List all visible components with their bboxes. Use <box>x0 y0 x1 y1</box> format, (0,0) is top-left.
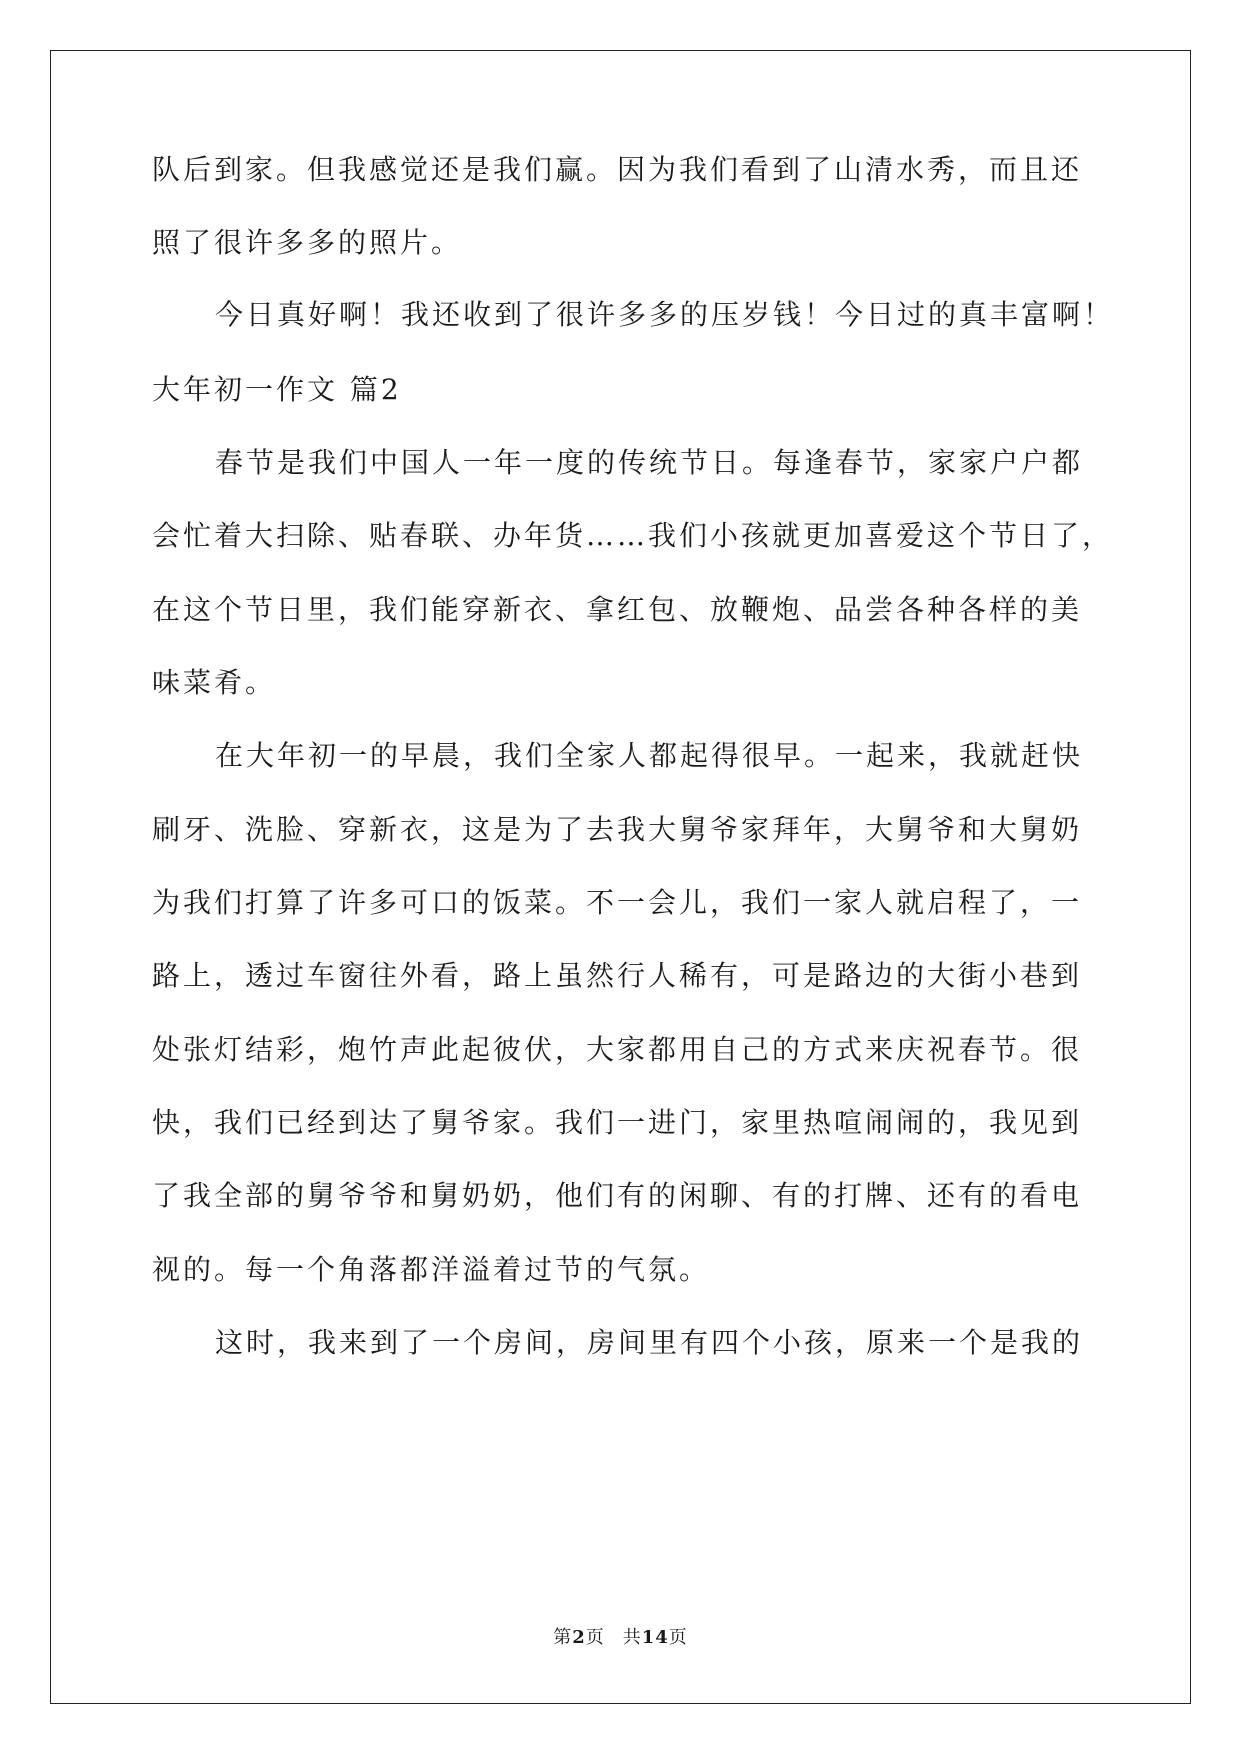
page-footer <box>0 1623 1241 1649</box>
total-suffix: 页 <box>668 1627 688 1648</box>
section-heading: 大年初一作文 篇2 <box>152 373 402 406</box>
text-line: 今日真好啊！我还收到了很许多多的压岁钱！今日过的真丰富啊！ <box>215 298 1115 331</box>
page-number: 2 <box>572 1627 586 1648</box>
text-line: 处张灯结彩，炮竹声此起彼伏，大家都用自己的方式来庆祝春节。很 <box>152 1033 1083 1066</box>
text-line: 会忙着大扫除、贴春联、办年货……我们小孩就更加喜爱这个节日了， <box>152 519 1114 552</box>
text-line: 味菜肴。 <box>152 666 277 699</box>
text-line: 队后到家。但我感觉还是我们赢。因为我们看到了山清水秀，而且还 <box>152 153 1083 186</box>
total-pages: 14 <box>641 1627 669 1648</box>
text-line: 为我们打算了许多可口的饭菜。不一会儿，我们一家人就启程了，一 <box>152 886 1083 919</box>
text-line: 春节是我们中国人一年一度的传统节日。每逢春节，家家户户都 <box>215 446 1084 479</box>
text-line: 这时，我来到了一个房间，房间里有四个小孩，原来一个是我的 <box>215 1326 1084 1359</box>
text-line: 在大年初一的早晨，我们全家人都起得很早。一起来，我就赶快 <box>215 739 1084 772</box>
text-line: 照了很许多多的照片。 <box>152 226 463 259</box>
text-line: 快，我们已经到达了舅爷家。我们一进门，家里热喧闹闹的，我见到 <box>152 1106 1083 1139</box>
text-line: 在这个节日里，我们能穿新衣、拿红包、放鞭炮、品尝各种各样的美 <box>152 593 1083 626</box>
page-suffix: 页 <box>585 1627 605 1648</box>
text-line: 视的。每一个角落都洋溢着过节的气氛。 <box>152 1253 711 1286</box>
text-line: 路上，透过车窗往外看，路上虽然行人稀有，可是路边的大街小巷到 <box>152 959 1083 992</box>
total-prefix: 共 <box>622 1627 642 1648</box>
text-line: 刷牙、洗脸、穿新衣，这是为了去我大舅爷家拜年，大舅爷和大舅奶 <box>152 813 1083 846</box>
text-line: 了我全部的舅爷爷和舅奶奶，他们有的闲聊、有的打牌、还有的看电 <box>152 1179 1083 1212</box>
page-prefix: 第 <box>553 1627 573 1648</box>
